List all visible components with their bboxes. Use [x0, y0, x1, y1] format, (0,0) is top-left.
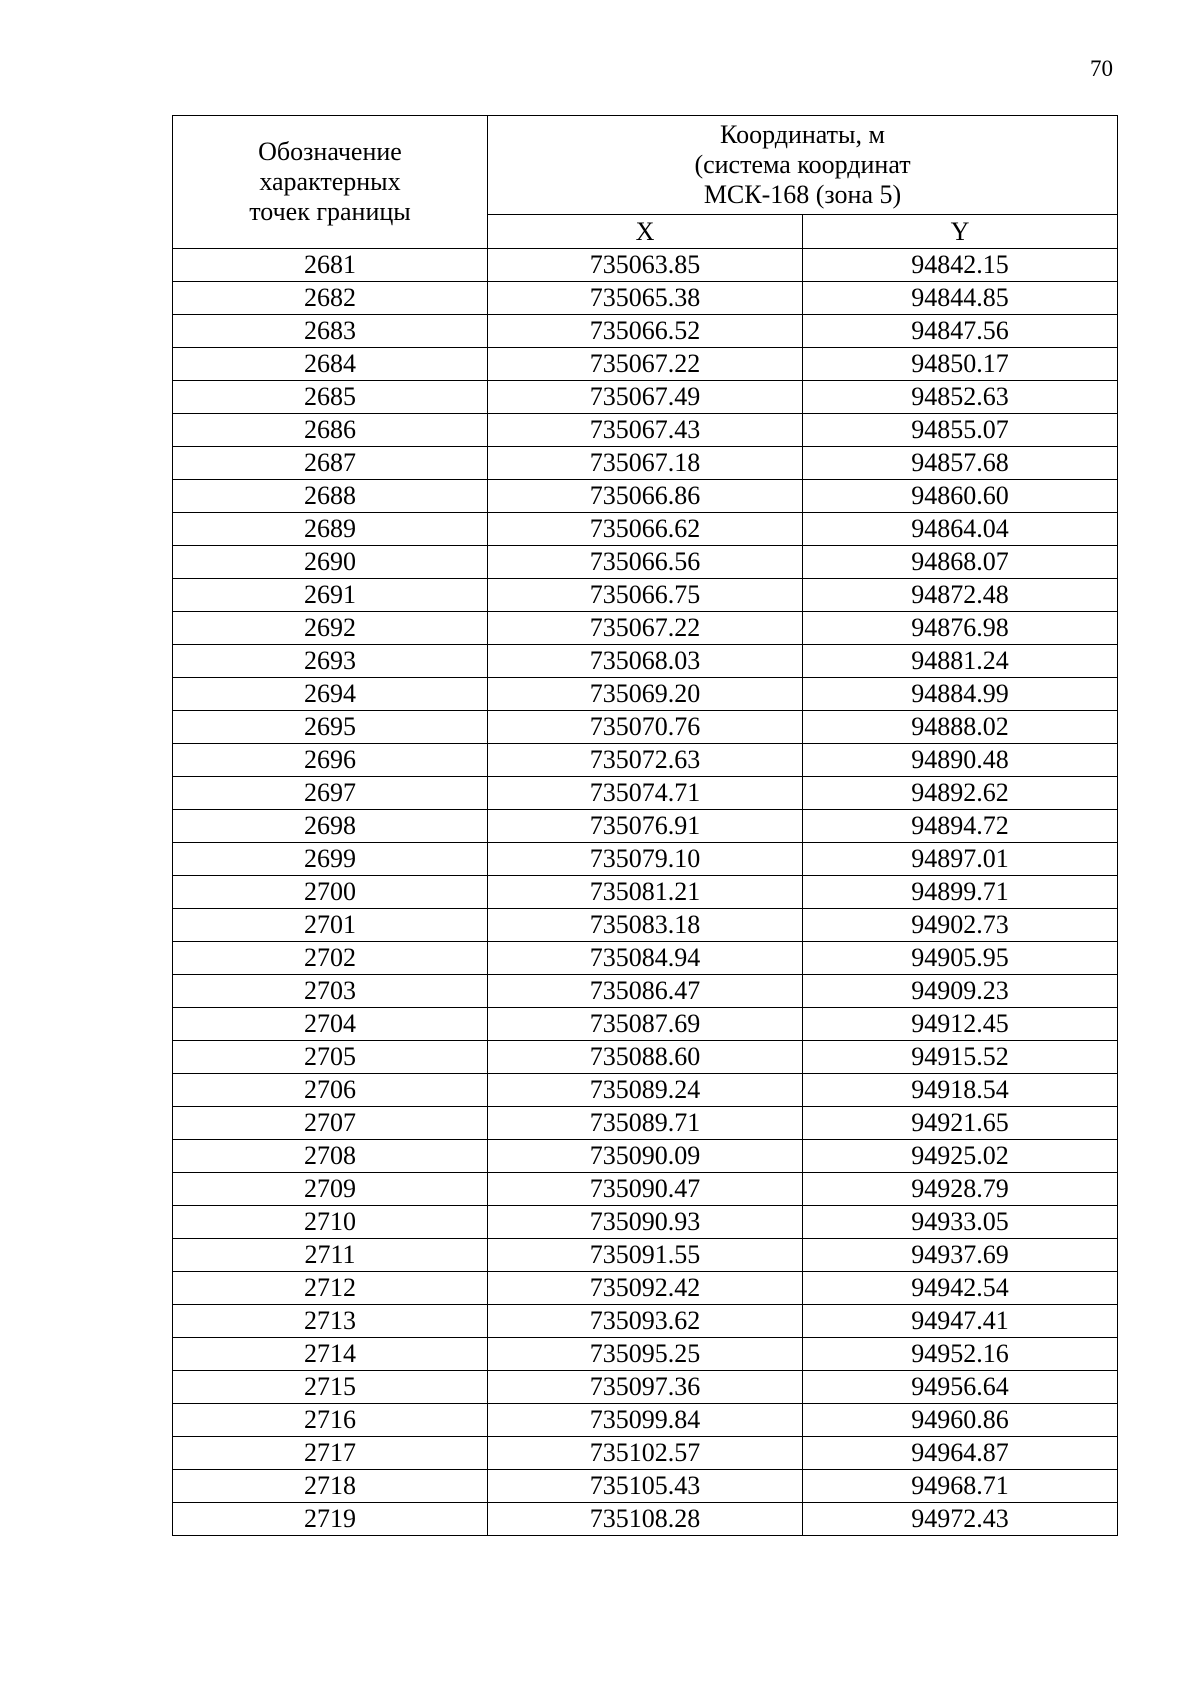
table-row	[173, 711, 1118, 744]
table-row	[173, 1239, 1118, 1272]
y-coordinate-cell: 94905.95	[803, 942, 1118, 975]
table-row	[173, 1305, 1118, 1338]
x-coordinate-cell: 735088.60	[488, 1041, 803, 1074]
point-cell: 2707	[173, 1107, 488, 1140]
y-coordinate-cell: 94956.64	[803, 1371, 1118, 1404]
coordinates-header-line: МСК-168 (зона 5)	[703, 180, 902, 210]
table-row	[173, 1107, 1118, 1140]
point-cell: 2685	[173, 381, 488, 414]
table-row	[173, 1503, 1118, 1536]
y-coordinate-cell: 94925.02	[803, 1140, 1118, 1173]
table-row	[173, 1272, 1118, 1305]
table-row	[173, 348, 1118, 381]
table-row	[173, 1074, 1118, 1107]
y-coordinate-cell: 94902.73	[803, 909, 1118, 942]
table-row	[173, 1371, 1118, 1404]
x-coordinate-cell: 735087.69	[488, 1008, 803, 1041]
x-coordinate-cell: 735066.86	[488, 480, 803, 513]
table-row	[173, 381, 1118, 414]
x-coordinate-cell: 735091.55	[488, 1239, 803, 1272]
x-coordinate-cell: 735072.63	[488, 744, 803, 777]
point-cell: 2692	[173, 612, 488, 645]
x-coordinate-cell: 735068.03	[488, 645, 803, 678]
table-row	[173, 876, 1118, 909]
point-cell: 2703	[173, 975, 488, 1008]
y-coordinate-cell: 94881.24	[803, 645, 1118, 678]
x-coordinate-cell: 735083.18	[488, 909, 803, 942]
x-coordinate-cell: 735092.42	[488, 1272, 803, 1305]
coordinates-header-line: (система координат	[694, 150, 911, 180]
point-cell: 2704	[173, 1008, 488, 1041]
table-row	[173, 612, 1118, 645]
point-cell: 2693	[173, 645, 488, 678]
table-row	[173, 513, 1118, 546]
y-coordinate-cell: 94894.72	[803, 810, 1118, 843]
table-row	[173, 777, 1118, 810]
x-coordinate-cell: 735097.36	[488, 1371, 803, 1404]
table-row	[173, 1404, 1118, 1437]
x-coordinate-cell: 735070.76	[488, 711, 803, 744]
x-coordinate-cell: 735090.47	[488, 1173, 803, 1206]
x-coordinate-cell: 735081.21	[488, 876, 803, 909]
x-coordinate-cell: 735089.24	[488, 1074, 803, 1107]
y-coordinate-cell: 94921.65	[803, 1107, 1118, 1140]
y-coordinate-cell: 94876.98	[803, 612, 1118, 645]
y-coordinate-cell: 94912.45	[803, 1008, 1118, 1041]
x-coordinate-cell: 735099.84	[488, 1404, 803, 1437]
x-coordinate-cell: 735067.18	[488, 447, 803, 480]
y-coordinate-cell: 94847.56	[803, 315, 1118, 348]
table-row	[173, 414, 1118, 447]
point-cell: 2699	[173, 843, 488, 876]
x-coordinate-cell: 735086.47	[488, 975, 803, 1008]
x-coordinate-cell: 735067.49	[488, 381, 803, 414]
point-cell: 2686	[173, 414, 488, 447]
x-coordinate-cell: 735102.57	[488, 1437, 803, 1470]
x-coordinate-cell: 735066.56	[488, 546, 803, 579]
table-row	[173, 975, 1118, 1008]
y-coordinate-cell: 94964.87	[803, 1437, 1118, 1470]
y-coordinate-cell: 94852.63	[803, 381, 1118, 414]
y-coordinate-cell: 94844.85	[803, 282, 1118, 315]
x-coordinate-cell: 735105.43	[488, 1470, 803, 1503]
table-body	[173, 249, 1118, 1536]
point-cell: 2691	[173, 579, 488, 612]
point-cell: 2697	[173, 777, 488, 810]
x-coordinate-cell: 735108.28	[488, 1503, 803, 1536]
y-coordinate-cell: 94909.23	[803, 975, 1118, 1008]
table-row	[173, 678, 1118, 711]
x-coordinate-cell: 735063.85	[488, 249, 803, 282]
point-cell: 2694	[173, 678, 488, 711]
table-row	[173, 546, 1118, 579]
x-coordinate-cell: 735090.09	[488, 1140, 803, 1173]
y-coordinate-cell: 94842.15	[803, 249, 1118, 282]
y-coordinate-cell: 94972.43	[803, 1503, 1118, 1536]
coordinates-header-line: Координаты, м	[720, 120, 885, 150]
x-coordinate-cell: 735069.20	[488, 678, 803, 711]
y-coordinate-cell: 94937.69	[803, 1239, 1118, 1272]
point-cell: 2718	[173, 1470, 488, 1503]
table-row	[173, 1338, 1118, 1371]
point-cell: 2690	[173, 546, 488, 579]
point-cell: 2706	[173, 1074, 488, 1107]
point-cell: 2681	[173, 249, 488, 282]
table-row	[173, 1140, 1118, 1173]
x-coordinate-cell: 735067.22	[488, 612, 803, 645]
y-coordinate-cell: 94918.54	[803, 1074, 1118, 1107]
y-coordinate-cell: 94968.71	[803, 1470, 1118, 1503]
table-row	[173, 1206, 1118, 1239]
point-cell: 2716	[173, 1404, 488, 1437]
y-coordinate-cell: 94960.86	[803, 1404, 1118, 1437]
x-coordinate-cell: 735066.52	[488, 315, 803, 348]
y-coordinate-cell: 94872.48	[803, 579, 1118, 612]
y-coordinate-cell: 94868.07	[803, 546, 1118, 579]
point-cell: 2712	[173, 1272, 488, 1305]
y-coordinate-cell: 94884.99	[803, 678, 1118, 711]
point-cell: 2701	[173, 909, 488, 942]
x-coordinate-cell: 735084.94	[488, 942, 803, 975]
table-row	[173, 315, 1118, 348]
y-coordinate-cell: 94897.01	[803, 843, 1118, 876]
table-row	[173, 810, 1118, 843]
point-cell: 2684	[173, 348, 488, 381]
y-coordinate-cell: 94892.62	[803, 777, 1118, 810]
point-cell: 2713	[173, 1305, 488, 1338]
x-coordinate-cell: 735095.25	[488, 1338, 803, 1371]
table-header	[173, 116, 1118, 249]
table-row	[173, 645, 1118, 678]
point-cell: 2687	[173, 447, 488, 480]
y-coordinate-cell: 94888.02	[803, 711, 1118, 744]
point-cell: 2717	[173, 1437, 488, 1470]
table-row	[173, 1437, 1118, 1470]
page-number: 70	[1090, 56, 1113, 81]
point-cell: 2708	[173, 1140, 488, 1173]
y-coordinate-cell: 94864.04	[803, 513, 1118, 546]
point-cell: 2719	[173, 1503, 488, 1536]
table-row	[173, 744, 1118, 777]
table-row	[173, 1041, 1118, 1074]
x-coordinate-cell: 735066.62	[488, 513, 803, 546]
x-coordinate-cell: 735079.10	[488, 843, 803, 876]
y-coordinate-cell: 94890.48	[803, 744, 1118, 777]
designation-header-line: точек границы	[249, 197, 411, 226]
x-coordinate-cell: 735067.22	[488, 348, 803, 381]
point-cell: 2711	[173, 1239, 488, 1272]
x-coordinate-cell: 735076.91	[488, 810, 803, 843]
point-cell: 2709	[173, 1173, 488, 1206]
table-row	[173, 579, 1118, 612]
table-row	[173, 909, 1118, 942]
point-cell: 2689	[173, 513, 488, 546]
y-column-header: Y	[803, 215, 1118, 249]
point-cell: 2705	[173, 1041, 488, 1074]
y-coordinate-cell: 94952.16	[803, 1338, 1118, 1371]
point-cell: 2698	[173, 810, 488, 843]
x-coordinate-cell: 735067.43	[488, 414, 803, 447]
point-cell: 2710	[173, 1206, 488, 1239]
point-cell: 2700	[173, 876, 488, 909]
table-row	[173, 249, 1118, 282]
point-cell: 2695	[173, 711, 488, 744]
x-coordinate-cell: 735090.93	[488, 1206, 803, 1239]
point-cell: 2714	[173, 1338, 488, 1371]
coordinates-header	[488, 116, 1118, 215]
y-coordinate-cell: 94850.17	[803, 348, 1118, 381]
point-cell: 2702	[173, 942, 488, 975]
designation-header-line: Обозначение	[258, 137, 402, 166]
x-coordinate-cell: 735065.38	[488, 282, 803, 315]
x-coordinate-cell: 735089.71	[488, 1107, 803, 1140]
table-row	[173, 480, 1118, 513]
y-coordinate-cell: 94942.54	[803, 1272, 1118, 1305]
y-coordinate-cell: 94899.71	[803, 876, 1118, 909]
y-coordinate-cell: 94860.60	[803, 480, 1118, 513]
x-column-header: X	[488, 215, 803, 249]
table-row	[173, 1173, 1118, 1206]
designation-header	[173, 116, 488, 249]
point-cell: 2688	[173, 480, 488, 513]
y-coordinate-cell: 94857.68	[803, 447, 1118, 480]
point-cell: 2683	[173, 315, 488, 348]
point-cell: 2715	[173, 1371, 488, 1404]
table-row	[173, 447, 1118, 480]
designation-header-line: характерных	[259, 167, 401, 196]
x-coordinate-cell: 735074.71	[488, 777, 803, 810]
table-row	[173, 1008, 1118, 1041]
coordinates-table	[172, 115, 1118, 1536]
y-coordinate-cell: 94915.52	[803, 1041, 1118, 1074]
y-coordinate-cell: 94947.41	[803, 1305, 1118, 1338]
point-cell: 2696	[173, 744, 488, 777]
point-cell: 2682	[173, 282, 488, 315]
table-row	[173, 942, 1118, 975]
table-row	[173, 282, 1118, 315]
y-coordinate-cell: 94855.07	[803, 414, 1118, 447]
x-coordinate-cell: 735066.75	[488, 579, 803, 612]
y-coordinate-cell: 94933.05	[803, 1206, 1118, 1239]
table-row	[173, 1470, 1118, 1503]
x-coordinate-cell: 735093.62	[488, 1305, 803, 1338]
y-coordinate-cell: 94928.79	[803, 1173, 1118, 1206]
table-row	[173, 843, 1118, 876]
